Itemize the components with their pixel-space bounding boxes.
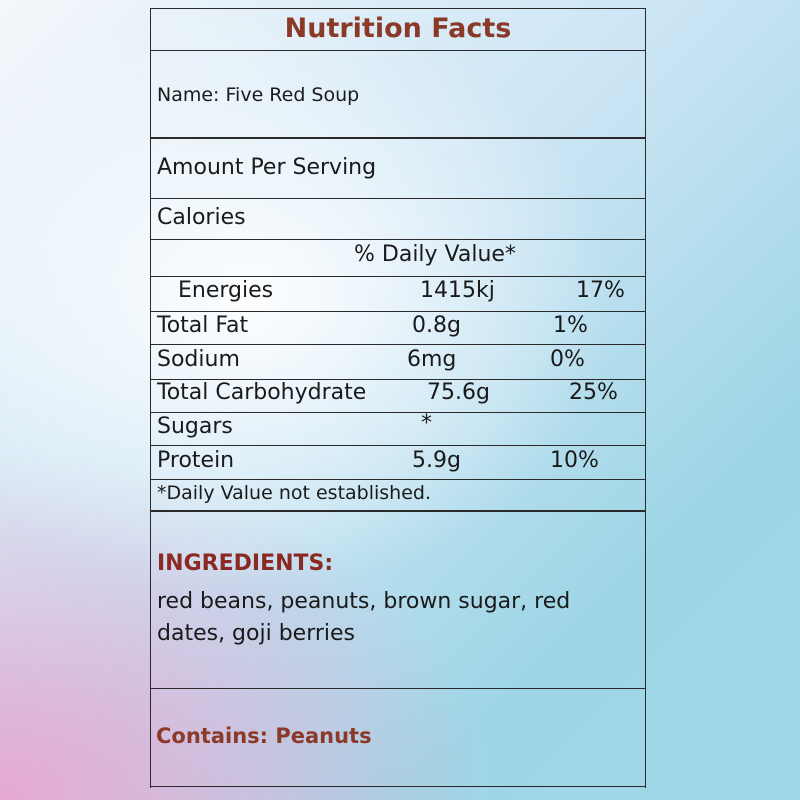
amount-per-serving: Amount Per Serving [157,155,377,180]
nutrient-amount: 6mg [407,347,457,372]
nutrient-dv: 17% [576,278,625,303]
nutrient-amount: 0.8g [412,313,461,338]
daily-value-header: % Daily Value* [354,242,516,267]
ingredients-heading: INGREDIENTS: [157,551,334,576]
nutrient-name: Protein [157,448,235,473]
divider [151,445,645,446]
divider [151,510,645,512]
calories-label: Calories [157,205,246,230]
nutrition-label [150,8,646,788]
nutrient-dv: 1% [553,313,588,338]
ingredients-text: red beans, peanuts, brown sugar, red dates, goji berries [157,589,571,646]
divider [151,688,645,689]
divider [151,198,645,199]
nutrient-amount: * [421,411,432,436]
nutrient-name: Total Carbohydrate [157,380,367,405]
divider [151,137,645,139]
divider [151,239,645,240]
allergen-statement: Contains: Peanuts [156,724,372,748]
nutrient-amount: 5.9g [412,448,461,473]
divider [151,344,645,345]
divider [151,311,645,312]
nutrient-dv: 0% [550,347,585,372]
nutrient-amount: 75.6g [427,380,490,405]
nutrient-dv: 10% [550,448,599,473]
label-title: Nutrition Facts [284,13,512,44]
nutrient-amount: 1415kj [420,278,495,303]
nutrient-name: Energies [178,278,274,303]
divider [151,276,645,277]
divider [151,412,645,413]
divider [151,479,645,480]
divider [151,786,645,787]
nutrient-name: Total Fat [157,313,249,338]
nutrient-name: Sodium [157,347,240,372]
nutrient-name: Sugars [157,414,233,439]
footnote: *Daily Value not established. [157,482,432,504]
divider [151,8,645,9]
product-name: Name: Five Red Soup [157,84,360,106]
nutrient-dv: 25% [569,380,618,405]
divider [151,50,645,51]
